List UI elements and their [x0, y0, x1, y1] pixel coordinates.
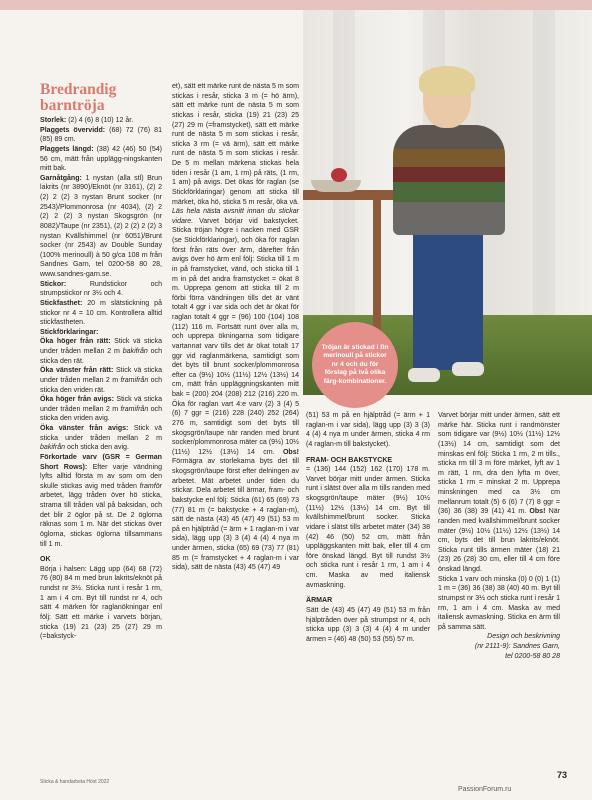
info-bubble: Tröjan är stickad i fin merinoull på stickor nr 4 och du för förslag på två olika färg-kombinationer.	[312, 322, 398, 408]
credit: Design och beskrivning (nr 2111-9): Sandnes Garn, tel 0200-58 80 28	[474, 633, 560, 660]
column-3: (51) 53 m på en hjälptråd (= ärm + 1 raglan-m i var sida), lägg upp (3) 3 (3) 4 (4) 4 nya m under ärmen, sticka 4 rm (4 raglan-m till bakstycket). FRAM- OCH BAKSTYCKE = (136) 144 (152) 162 (170) 178 m. Varvet börjar mitt under ärmen. Sticka runt i slätst över alla m tills randen med skogsgrön/taupe mäter (9½) 10½ (11½) 12½ (13½) 14 cm. Byt till kvällshimmel/brunt socker. Sticka vidare i slätst tills arbetet mäter (34) 38 (42) 46 (50) 52 cm, mätt från uppläggskanten mitt bak, eller till 4 cm före önskad längd. Byt till rundst 3½ och sticka runt i resår 1 rm, 1 am i 4 cm. Maska av med italiensk avmaskning. ÄRMAR Sätt de (43) 45 (47) 49 (51) 53 m från hjälptråden över på strumpst nr 4, och sticka upp (3) 3 (3) 4 (4) 4 m under ärmen = (46) 48 (50) 53 (55) 57 m.	[306, 412, 430, 643]
page-title: Bredrandig barntröja	[40, 81, 117, 114]
header-bar	[0, 0, 592, 10]
column-2: et), sätt ett märke runt de nästa 5 m som stickas i resår, sticka 3 m (= hö ärm), sätt ett märke runt de nästa 5 m som stickas i resår, sticka (19) 21 (23) 25 (27) 29 m (=framstycket), sätt ett märke runt de nästa 5 m som stickas i resår, sticka 3 rm (= vä ärm), sätt ett märke runt de nästa 5 m som stickas i resår. De 5 m mellan märkena stickas hela tiden i resår (1 am, 1 rm) på räts, (1 rm, 1 am) på avigs. Det ökas för raglan (se Stickförklaringar) genom att sticka till märket, öka hö, sticka 5 m resår, öka vä. Läs hela nästa avsnitt innan du stickar vidare. Varvet börjar vid bakstycket. Sticka tröjan högre i nacken med GSR (se Stickförklaringar), och öka för raglan först från räts över ärm, därefter från avigs över hö ärm enl följ: Sticka till 1 m in på framstycket, vänd, och sticka till 1 m in på det andra framstycket = ökat 8 m. Upprepa genom att sticka till 2 m förbi förra vändningen tills det är vänt totalt 4 ggr i var sida och det är ökat för raglan totalt 4 ggr = (96) 100 (104) 108 (112) 116 m. Fortsätt runt över alla m, och upprepa ökningarna som tidigare vartannat varv tills det är ökat totalt 17 ggr vid raglanmärkena, samtidigt som det byts till brunt socker/plommonrosa efter ca (9½) 10½ (11½) 12½ (13½) 14 cm, mätt från uppläggningskanten mitt bak = (200) 204 (208) 212 (216) 220 m. Öka för raglan vart 4:e varv (2) 3 (4) 5 (6) 7 ggr = (216) 228 (240) 252 (264) 276 m, samtidigt som det byts till skogsgrön/taupe när randen med brunt socker/plommonrosa mäter ca (9½) 10½ (11½) 12½ (13½) 14 cm. Obs! Förmägra av storlekarna byts det till skogsgrön/taupe först efter delningen av arbetet. Mät arbetet under tiden du stickar. Dela arbetet till ärmar, fram- och bakstycke enl följ: Sticka (61) 65 (69) 73 (77) 81 m (= bakstycke + 4 raglan-m), sätt de nästa (43) 45 (47) 49 (51) 53 m på en hjälptråd (= ärm + 1 raglan-m i var sida), lägg upp (3) 3 (4) 4 (4) 4 nya m under ärmen, sticka (65) 69 (73) 77 (81) 85 m (= framstycket + 4 raglan-m i var sida), sätt de nästa (43) 45 (47) 49	[172, 83, 299, 572]
column-4: Varvet börjar mitt under ärmen, sätt ett märke här. Sticka runt i randmönster som tidigare var (9½) 10½ (11½) 12½ (13½) 14 cm, samtidigt som det minskas enl följ: Sticka 1 rm, 2 m tills., sticka rm till 3 m före märket, lyft av 1 m rätt, 1 rm, dra den lyfta m över, sticka 1 rm = minskat 2 m. Upprepa minskningen med ca 3½ cm mellanrum totalt (5) 6 (6) 7 (7) 8 ggr = (36) 36 (38) 39 (41) 41 m. Obs! När randen med kvällshimmel/brunt socker mäter (9½) 10½ (11½) 12½ (13½) 14 cm, byts det till brun lakrits/eknöt. Sticka runt tills ärmen mäter (18) 21 (23) 26 (28) 30 cm, eller till 4 cm före önskad längd. Sticka 1 varv och minska (0) 0 (0) 1 (1) 1 m = (36) 36 (38) 38 (40) 40 m. Byt till strumpst nr 3½ och sticka runt i resår 1 rm, 1 am i 4 cm. Maska av med italiensk avmaskning. Sticka en ärm till på samma sätt. Design och beskrivning (nr 2111-9): Sandnes Garn, tel 0200-58 80 28	[438, 412, 560, 660]
watermark: PassionForum.ru	[458, 786, 512, 793]
column-1: Bredrandig barntröja Storlek: (2) 4 (6) 8 (10) 12 år. Plaggets övervidd: (68) 72 (76) 81 (85) 89 cm. Plaggets längd: (38) 42 (46) 50 (54) 56 cm, mätt från upplägg-ningskanten mitt bak. Garnåtgång: 1 nystan (alla stl) Brun lakrits (nr 3890)/Eknöt (nr 3161), (2) 2 (2) 2 (2) 3 nystan Brunt socker (nr 2543)/Plommonrosa (nr 4034), (2) 2 (2) 2 (2) 3 nystan Skogsgrön (nr 8082)/Taupe (nr 2351), (2) 2 (2) 2 (2) 3 nystan Kvällshimmel (nr 6051)/Brunt socker (nr 2543) av Double Sunday (100% merinoull) à 50 g/ca 108 m från Sandnes Garn, tel 0200-58 80 28, www.sandnes-garn.se. Stickor: Rundstickor och strumpstickor nr 3½ och 4. Stickfasthet: 20 m slätstickning på stickor nr 4 = 10 cm. Kontrollera alltid stickfastheten. Stickförklaringar: Öka höger från rätt: Stick vä sticka under tråden mellan 2 m bakifrån och sticka den rät. Öka vänster från rätt: Stick vä sticka under tråden mellan 2 m framifrån och sticka den vriden rät. Öka höger från avigs: Stick vä sticka under tråden mellan 2 m framifrån och sticka den vriden avig. Öka vänster från avigs: Stick vä sticka under tråden mellan 2 m bakifrån och sticka den avig. Förkortade varv (GSR = German Short Rows): Efter varje vändning lyfts alltid första m av som om den skulle stickas avig med tråden framför arbetet, lägg tråden över hö sticka, strama till tråden väl på baksidan, och det blir 2 öglor på st. De 2 öglorna räknas som 1 m. När det stickas över öglorna, stickas öglorna tillsammans till 1 m. OK Börja i halsen: Lägg upp (64) 68 (72) 76 (80) 84 m med brun lakrits/eknöt på rundst nr 3½. Sticka runt i resår 1 rm, 1 am i 4 cm. Byt till rundst nr 4, och sätt 4 märken för raglanökningar enl följ: Sätt ett märke i varvets början, sticka (19) 21 (23) 25 (27) 29 m (=bakstyck-	[40, 81, 163, 641]
page-number: 73	[557, 770, 568, 780]
footer-magazine: Sticka & handarbeta Höst 2022	[40, 779, 110, 785]
